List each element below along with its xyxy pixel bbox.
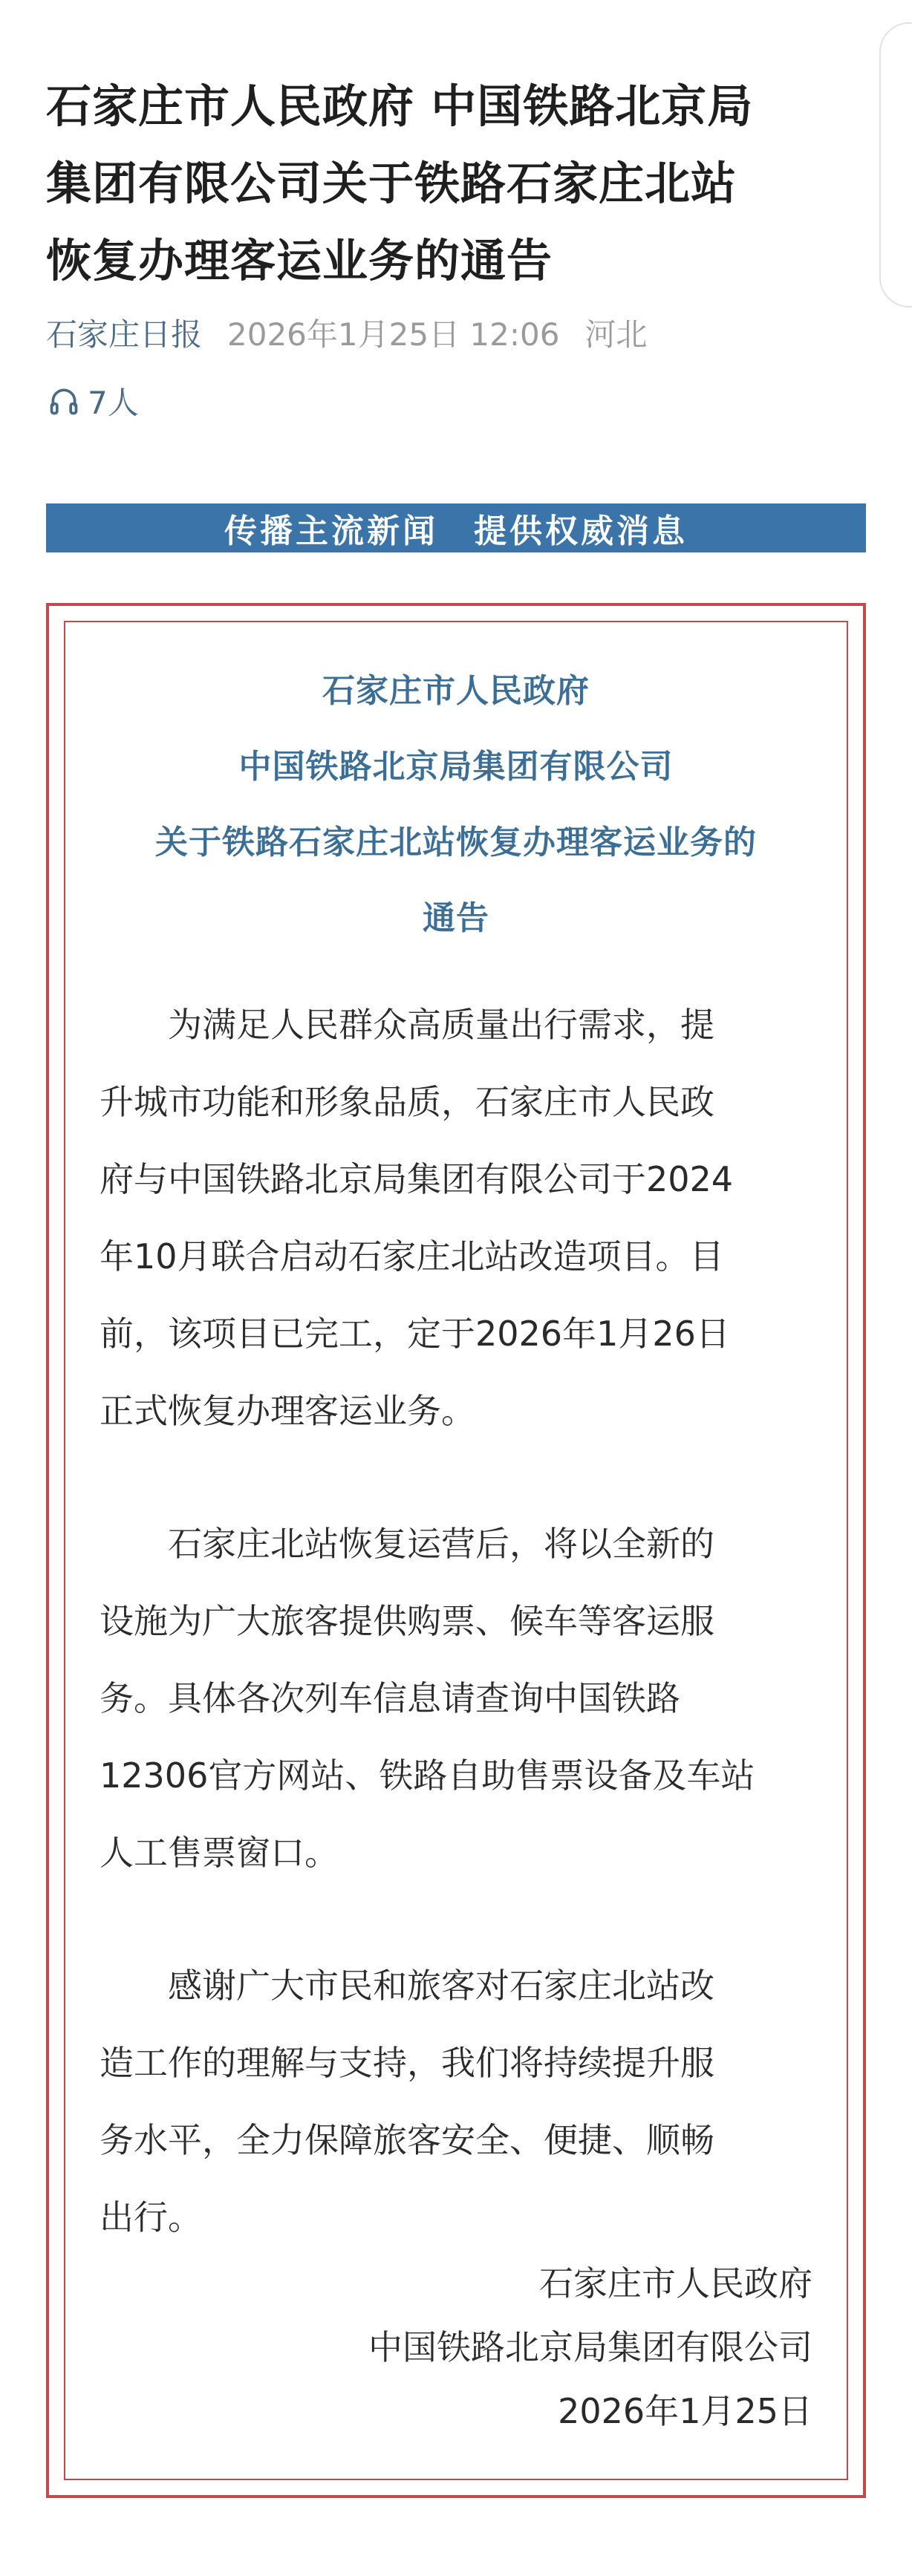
- listen-button[interactable]: [48, 379, 139, 423]
- slogan-banner: 传播主流新闻 提供权威消息: [46, 503, 866, 552]
- listener-count: 7人: [88, 385, 139, 421]
- paragraph-line: 造工作的理解与支持，我们将持续提升服: [100, 2043, 714, 2083]
- signature-org: 中国铁路北京局集团有限公司: [368, 2327, 812, 2367]
- article-meta: [46, 310, 647, 355]
- paragraph-line: 出行。: [100, 2197, 202, 2237]
- paragraph-line: 设施为广大旅客提供购票、候车等客运服: [100, 1601, 714, 1641]
- heading-line: 关于铁路石家庄北站恢复办理客运业务的: [155, 824, 757, 861]
- heading-line: 石家庄市人民政府: [322, 672, 590, 710]
- headphones-icon: [48, 385, 80, 417]
- title-line: 石家庄市人民政府 中国铁路北京局: [46, 80, 754, 133]
- signature-org: 石家庄市人民政府: [539, 2263, 812, 2303]
- paragraph-line: 石家庄北站恢复运营后，将以全新的: [100, 1524, 714, 1564]
- notice-body: [100, 986, 812, 2312]
- paragraph-line: 升城市功能和形象品质，石家庄市人民政: [100, 1082, 714, 1122]
- notice-paragraph: [100, 1505, 812, 1891]
- region-tag: 河北: [584, 316, 648, 353]
- paragraph-line: 12306官方网站、铁路自助售票设备及车站: [100, 1755, 755, 1796]
- notice-paragraph: [100, 1947, 812, 2256]
- title-line: 恢复办理客运业务的通告: [46, 235, 553, 287]
- heading-line: 通告: [423, 899, 489, 937]
- heading-line: 中国铁路北京局集团有限公司: [238, 748, 674, 786]
- notice-paragraph: [100, 986, 812, 1450]
- paragraph-line: 前，该项目已完工，定于2026年1月26日: [100, 1314, 730, 1354]
- publish-time: 2026年1月25日 12:06: [227, 316, 560, 353]
- title-line: 集团有限公司关于铁路石家庄北站: [46, 157, 737, 210]
- paragraph-line: 人工售票窗口。: [100, 1833, 339, 1873]
- notice-signature: [368, 2251, 812, 2443]
- signature-date: 2026年1月25日: [558, 2391, 812, 2431]
- paragraph-line: 感谢广大市民和旅客对石家庄北站改: [100, 1966, 714, 2006]
- article-title: [46, 68, 848, 300]
- paragraph-line: 府与中国铁路北京局集团有限公司于2024: [100, 1159, 734, 1199]
- notice-heading: [64, 653, 848, 956]
- paragraph-line: 年10月联合启动石家庄北站改造项目。目: [100, 1236, 724, 1276]
- paragraph-line: 务水平，全力保障旅客安全、便捷、顺畅: [100, 2120, 714, 2160]
- paragraph-line: 为满足人民群众高质量出行需求，提: [100, 1005, 714, 1045]
- paragraph-line: 正式恢复办理客运业务。: [100, 1391, 475, 1431]
- paragraph-line: 务。具体各次列车信息请查询中国铁路: [100, 1678, 680, 1718]
- floating-panel-edge[interactable]: [879, 22, 912, 307]
- source-link[interactable]: 石家庄日报: [46, 316, 203, 353]
